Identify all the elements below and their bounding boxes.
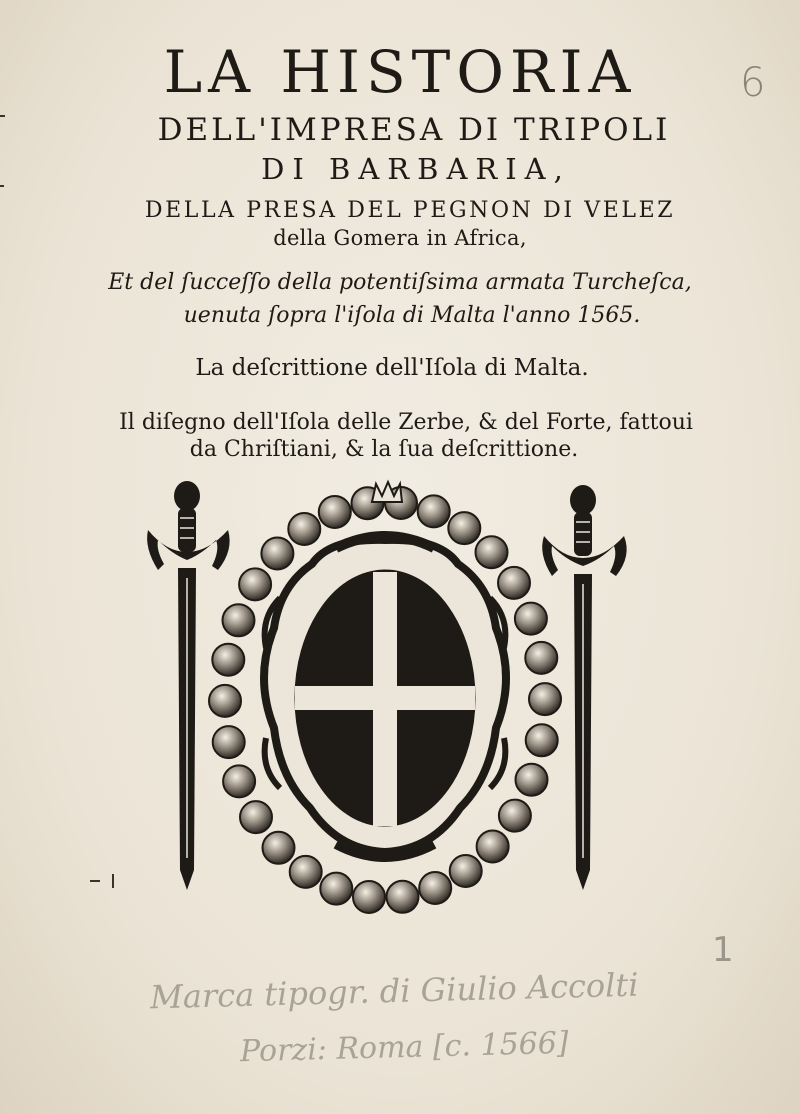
printers-mark-woodcut: [140, 478, 640, 918]
rosary-bead: [499, 800, 531, 832]
rosary-bead: [209, 685, 241, 717]
margin-handwritten-number: 1: [712, 930, 734, 970]
rosary-bead: [320, 873, 352, 905]
zerbe-line-1: Il diſegno dell'Iſola delle Zerbe, & del Forte, fattoui: [119, 410, 693, 435]
rosary-bead: [526, 724, 558, 756]
subtitle-line-4: della Gomera in Africa,: [273, 226, 527, 250]
margin-tick-left-top: [0, 115, 5, 117]
book-title: LA HISTORIA: [163, 38, 637, 106]
rosary-bead: [239, 568, 271, 600]
subtitle-line-3: DELLA PRESA DEL PEGNON DI VELEZ: [144, 198, 676, 223]
rosary-bead: [477, 831, 509, 863]
rosary-bead: [515, 603, 547, 635]
rosary-bead: [419, 872, 451, 904]
zerbe-line-2: da Chriſtiani, & la ſua deſcrittione.: [189, 437, 579, 462]
margin-tick-bottom-2: [112, 874, 114, 888]
crown-icon: [372, 482, 402, 502]
rosary-bead: [448, 512, 480, 544]
rosary-bead: [290, 856, 322, 888]
rosary-bead: [213, 726, 245, 758]
italic-line-2: uenuta ſopra l'iſola di Malta l'anno 1565.: [183, 303, 641, 328]
rosary-bead: [525, 642, 557, 674]
rosary-bead: [387, 881, 419, 913]
rosary-bead: [240, 801, 272, 833]
subtitle-line-2: DI BARBARIA,: [261, 152, 571, 186]
left-sword-icon: [147, 481, 230, 890]
rosary-bead: [353, 881, 385, 913]
rosary-bead: [418, 495, 450, 527]
pencil-note-line-1: Marca tipogr. di Giulio Accolti: [149, 965, 639, 1017]
malta-description-line: La deſcrittione dell'Iſola di Malta.: [195, 355, 589, 381]
rosary-bead: [263, 832, 295, 864]
margin-tick-left: [0, 185, 4, 187]
margin-tick-bottom: [90, 880, 100, 882]
rosary-bead: [212, 644, 244, 676]
rosary-bead: [450, 855, 482, 887]
italic-line-1: Et del ſucceſſo della potentiſsima armata Turcheſca,: [108, 270, 692, 295]
rosary-bead: [288, 513, 320, 545]
rosary-bead: [223, 765, 255, 797]
rosary-bead: [319, 496, 351, 528]
corner-handwritten-number: 6: [740, 60, 766, 106]
rosary-bead: [498, 567, 530, 599]
maltese-cross-shield-icon: [293, 568, 477, 828]
rosary-bead: [529, 683, 561, 715]
rosary-bead: [516, 764, 548, 796]
rosary-bead: [476, 536, 508, 568]
subtitle-line-1: DELL'IMPRESA DI TRIPOLI: [157, 112, 671, 148]
pencil-note-line-2: Porzi: Roma [c. 1566]: [239, 1025, 569, 1070]
rosary-bead: [223, 604, 255, 636]
rosary-bead: [261, 538, 293, 570]
